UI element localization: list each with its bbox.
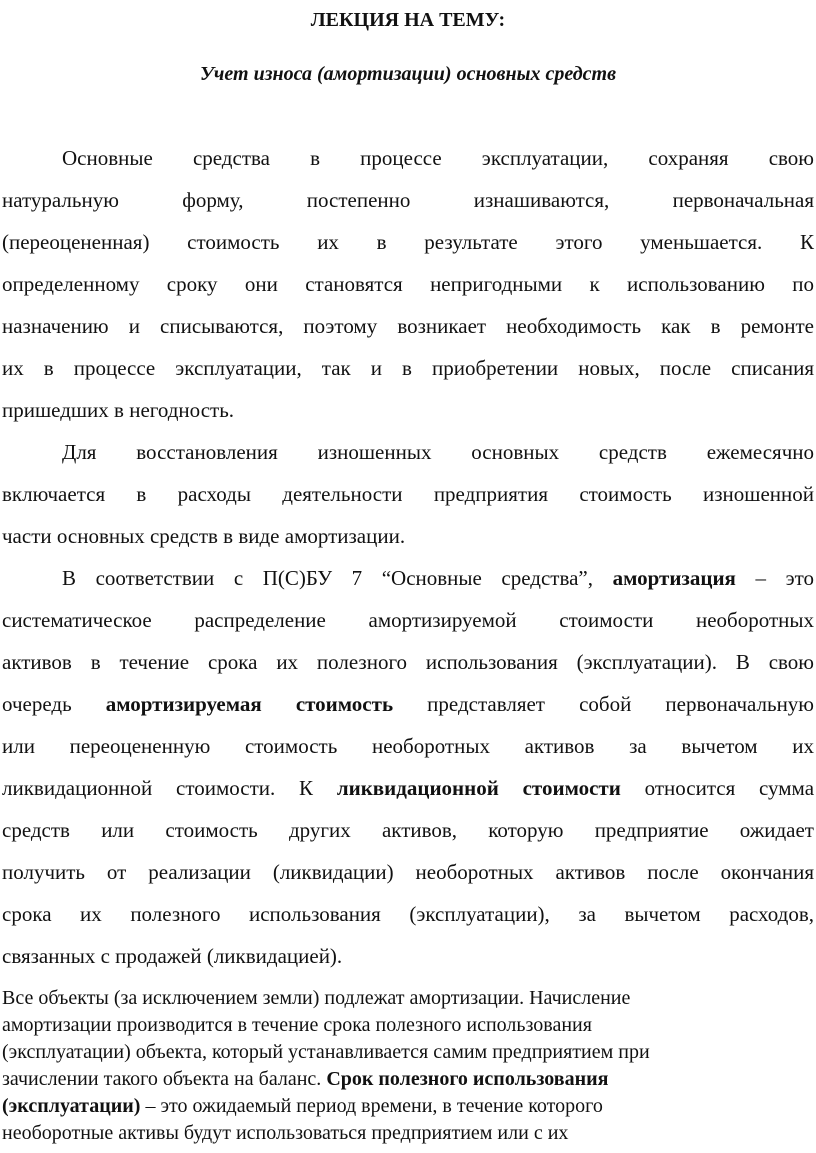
paragraph-3-line-5: или переоцененную стоимость необоротных активов за вычетом их — [2, 734, 814, 758]
paragraph-1-line-5: назначению и списываются, поэтому возникает необходимость как в ремонте — [2, 314, 814, 338]
paragraph-1-line-7: пришедших в негодность. — [2, 398, 235, 422]
paragraph-3-line-1-end: – это — [755, 566, 815, 590]
paragraph-3-line-6-end: относится сумма — [644, 776, 815, 800]
paragraph-3-line-7: средств или стоимость других активов, которую предприятие ожидает — [2, 818, 814, 842]
paragraph-3-line-3: активов в течение срока их полезного использования (эксплуатации). В свою — [2, 650, 814, 674]
page-subtitle: Учет износа (амортизации) основных средств — [199, 63, 617, 85]
paragraph-2-line-2: включается в расходы деятельности предприятия стоимость изношенной — [2, 482, 814, 506]
paragraph-4-line-6: необоротные активы будут использоваться предприятием или с их — [2, 1122, 569, 1144]
paragraph-2-line-1: Для восстановления изношенных основных средств ежемесячно — [62, 440, 814, 464]
term-depreciable-cost: амортизируемая стоимость — [105, 692, 394, 716]
term-useful-life: Срок полезного использования — [326, 1068, 609, 1090]
paragraph-4-line-4-text: зачислении такого объекта на баланс. — [2, 1068, 322, 1090]
paragraph-3-line-6 — [2, 775, 814, 801]
paragraph-4-line-4 — [2, 1067, 814, 1091]
paragraph-4-line-3: (эксплуатации) объекта, который устанавливается самим предприятием при — [2, 1041, 650, 1063]
term-residual-value: ликвидационной стоимости — [336, 776, 621, 800]
paragraph-3-line-10: связанных с продажей (ликвидацией). — [2, 944, 343, 968]
paragraph-1-line-3: (переоцененная) стоимость их в результате этого уменьшается. К — [2, 230, 814, 254]
paragraph-3-line-2: систематическое распределение амортизируемой стоимости необоротных — [2, 608, 814, 632]
paragraph-4-line-5-text: – это ожидаемый период времени, в течение которого — [145, 1095, 603, 1117]
paragraph-3-line-4 — [2, 691, 814, 717]
paragraph-3-line-1 — [2, 565, 814, 591]
paragraph-1-line-1: Основные средства в процессе эксплуатации, сохраняя свою — [62, 146, 814, 170]
paragraph-4-line-1: Все объекты (за исключением земли) подлежат амортизации. Начисление — [2, 987, 631, 1009]
paragraph-4-line-5 — [2, 1094, 814, 1118]
paragraph-3-line-8: получить от реализации (ликвидации) необоротных активов после окончания — [2, 860, 814, 884]
paragraph-1-line-2: натуральную форму, постепенно изнашиваются, первоначальная — [2, 188, 814, 212]
term-useful-life-cont: (эксплуатации) — [2, 1095, 141, 1117]
paragraph-3-line-4-end: представляет собой первоначальную — [427, 692, 814, 716]
paragraph-3-line-1-text: В соответствии с П(С)БУ 7 “Основные средства”, — [62, 566, 593, 590]
paragraph-3-line-6-text: ликвидационной стоимости. К — [2, 776, 314, 800]
paragraph-1-line-4: определенному сроку они становятся непригодными к использованию по — [2, 272, 814, 296]
paragraph-3-line-4-text: очередь — [2, 692, 72, 716]
paragraph-1-line-6: их в процессе эксплуатации, так и в приобретении новых, после списания — [2, 356, 814, 380]
paragraph-3-line-9: срока их полезного использования (эксплуатации), за вычетом расходов, — [2, 902, 814, 926]
paragraph-4-line-2: амортизации производится в течение срока полезного использования — [2, 1014, 592, 1036]
term-amortization: амортизация — [612, 566, 736, 590]
page-title: ЛЕКЦИЯ НА ТЕМУ: — [310, 9, 506, 31]
paragraph-2-line-3: части основных средств в виде амортизации. — [2, 524, 406, 548]
